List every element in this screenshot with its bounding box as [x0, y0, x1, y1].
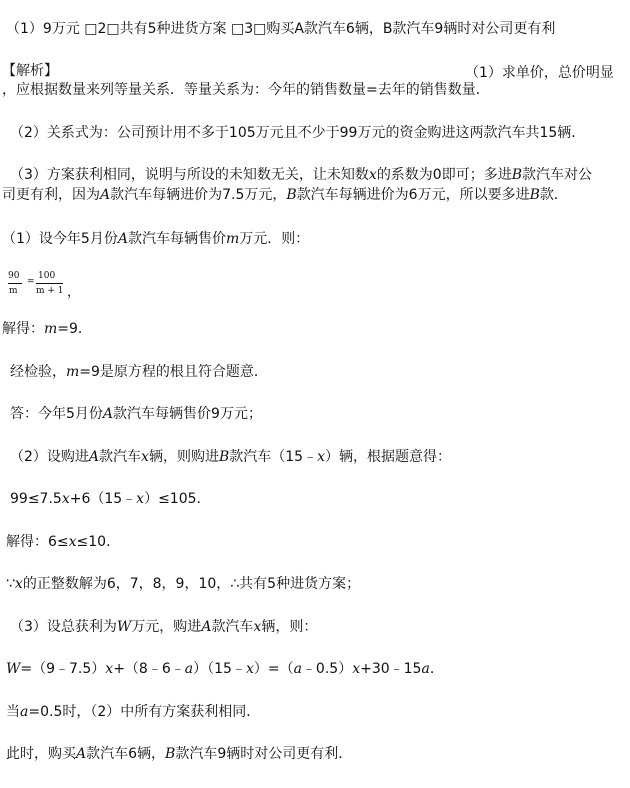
solution-text: 款汽车	[211, 619, 254, 635]
solution-text: ∵	[6, 576, 15, 592]
math-variable: x	[68, 534, 77, 550]
solution-text: +（8﹣6﹣	[113, 661, 185, 677]
math-variable: B	[218, 449, 230, 465]
math-variable: a	[421, 661, 430, 677]
analysis-line-1	[2, 81, 490, 99]
solution-text: 万元，购进	[131, 619, 202, 635]
solution-text: 此时，购买	[6, 746, 76, 762]
answer-text: （1）9万元 □2□共有5种进货方案 □3□购买A款汽车6辆，B款汽车9辆时对公司更有利	[6, 21, 556, 37]
math-variable: x	[141, 449, 149, 465]
analysis-text: （3）方案获利相同，说明与所设的未知数无关，让未知数	[10, 167, 369, 183]
fraction-left-denominator: m	[9, 286, 18, 296]
math-variable: A	[100, 187, 111, 203]
math-variable: B	[511, 167, 523, 183]
solution-line-6	[10, 490, 211, 508]
math-variable: B	[286, 187, 297, 203]
solution-text: 款汽车（15﹣	[229, 449, 318, 465]
math-variable: x	[352, 661, 361, 677]
fraction-right-bar	[36, 283, 63, 284]
analysis-text: ，应根据数量来列等量关系．等量关系为：今年的销售数量=去年的销售数量．	[2, 82, 490, 98]
math-variable: A	[88, 449, 100, 465]
solution-text: 辆，则：	[261, 619, 318, 635]
math-variable: x	[317, 449, 325, 465]
solution-text: 经检验，	[10, 364, 66, 380]
solution-text: 款汽车每辆售价	[127, 231, 226, 247]
analysis-text: 款汽车对公	[522, 167, 593, 183]
solution-line-12	[6, 745, 352, 763]
solution-text: 款汽车	[99, 449, 142, 465]
analysis-tag: 【解析】	[2, 63, 58, 79]
solution-text: =9是原方程的根且符合题意．	[79, 364, 268, 380]
solution-text: 答：今年5月份	[10, 406, 103, 422]
math-variable: x	[105, 661, 114, 677]
math-variable: m	[225, 231, 240, 247]
math-variable: B	[529, 187, 540, 203]
math-variable: x	[245, 661, 254, 677]
analysis-text: （2）关系式为：公司预计用不多于105万元且不少于99万元的资金购进这两款汽车共15辆．	[10, 125, 586, 141]
math-variable: A	[102, 406, 114, 422]
analysis-side-note	[465, 62, 614, 82]
analysis-line-3	[10, 166, 592, 184]
fraction-equation	[8, 271, 88, 305]
side-note-text: （1）求单价，总价明显	[465, 65, 614, 81]
analysis-text: 款．	[539, 187, 568, 203]
solution-text: +30﹣15	[360, 661, 422, 677]
math-variable: m	[66, 364, 80, 380]
solution-text: ≤10．	[76, 534, 121, 550]
solution-line-1	[2, 230, 309, 248]
analysis-text: 司更有利，因为	[2, 187, 100, 203]
solution-text: 的正整数解为6，7，8，9，10，∴共有5种进货方案；	[22, 576, 361, 592]
analysis-line-2	[10, 124, 585, 142]
analysis-text: 款汽车每辆进价为7.5万元，	[110, 187, 287, 203]
solution-text: 款汽车6辆，	[86, 746, 166, 762]
solution-text: 辆，则购进	[148, 449, 219, 465]
equation-comma: ，	[67, 285, 81, 300]
math-variable: W	[116, 619, 132, 635]
math-variable: a	[293, 661, 302, 677]
math-variable: W	[6, 661, 21, 677]
equals-sign: =	[27, 277, 35, 287]
solution-line-10	[6, 660, 444, 678]
solution-line-2	[2, 320, 92, 338]
solution-text: 解得：6≤	[6, 534, 69, 550]
solution-text: +6（15﹣	[69, 491, 137, 507]
solution-text: （1）设今年5月份	[2, 231, 118, 247]
math-variable: x	[368, 167, 377, 183]
solution-text: 款汽车每辆售价9万元；	[113, 406, 262, 422]
analysis-line-4	[2, 186, 568, 204]
solution-text: 当	[6, 704, 20, 720]
solution-text: ﹣0.5）	[301, 661, 353, 677]
solution-line-11	[6, 703, 260, 721]
math-variable: m	[44, 321, 58, 337]
solution-line-7	[6, 533, 120, 551]
solution-line-4	[10, 405, 262, 423]
math-variable: A	[201, 619, 212, 635]
answer-line	[6, 20, 555, 38]
solution-text: ）≤105．	[144, 491, 211, 507]
solution-text: ）（15﹣	[193, 661, 246, 677]
math-variable: B	[165, 746, 176, 762]
fraction-right-denominator: m + 1	[36, 286, 64, 296]
analysis-tag-line	[2, 62, 58, 80]
solution-text: （3）设总获利为	[10, 619, 117, 635]
solution-line-9	[10, 618, 317, 636]
solution-line-5	[10, 448, 451, 466]
solution-text: ）=（	[253, 661, 294, 677]
analysis-text: 款汽车每辆进价为6万元，所以要多进	[296, 187, 530, 203]
math-variable: x	[253, 619, 262, 635]
solution-text: 款汽车9辆时对公司更有利．	[175, 746, 353, 762]
math-variable: a	[184, 661, 194, 677]
math-variable: x	[61, 491, 70, 507]
solution-text: 万元．则：	[239, 231, 310, 247]
math-variable: x	[136, 491, 145, 507]
math-variable: A	[76, 746, 87, 762]
math-variable: A	[117, 231, 128, 247]
solution-text: 解得：	[2, 321, 44, 337]
solution-text: （2）设购进	[10, 449, 89, 465]
solution-line-8	[6, 575, 360, 593]
fraction-left-bar	[8, 283, 22, 284]
solution-text: ）辆，根据题意得：	[324, 449, 451, 465]
math-variable: x	[14, 576, 23, 592]
solution-text: ．	[429, 661, 444, 677]
analysis-text: 的系数为0即可；多进	[376, 167, 512, 183]
fraction-left-numerator: 90	[8, 271, 20, 281]
math-variable: a	[20, 704, 29, 720]
solution-text: 99≤7.5	[10, 491, 62, 507]
solution-text: =9．	[57, 321, 92, 337]
solution-text: =（9﹣7.5）	[20, 661, 106, 677]
solution-line-3	[10, 363, 268, 381]
fraction-right-numerator: 100	[38, 271, 56, 281]
solution-text: =0.5时，（2）中所有方案获利相同．	[28, 704, 261, 720]
